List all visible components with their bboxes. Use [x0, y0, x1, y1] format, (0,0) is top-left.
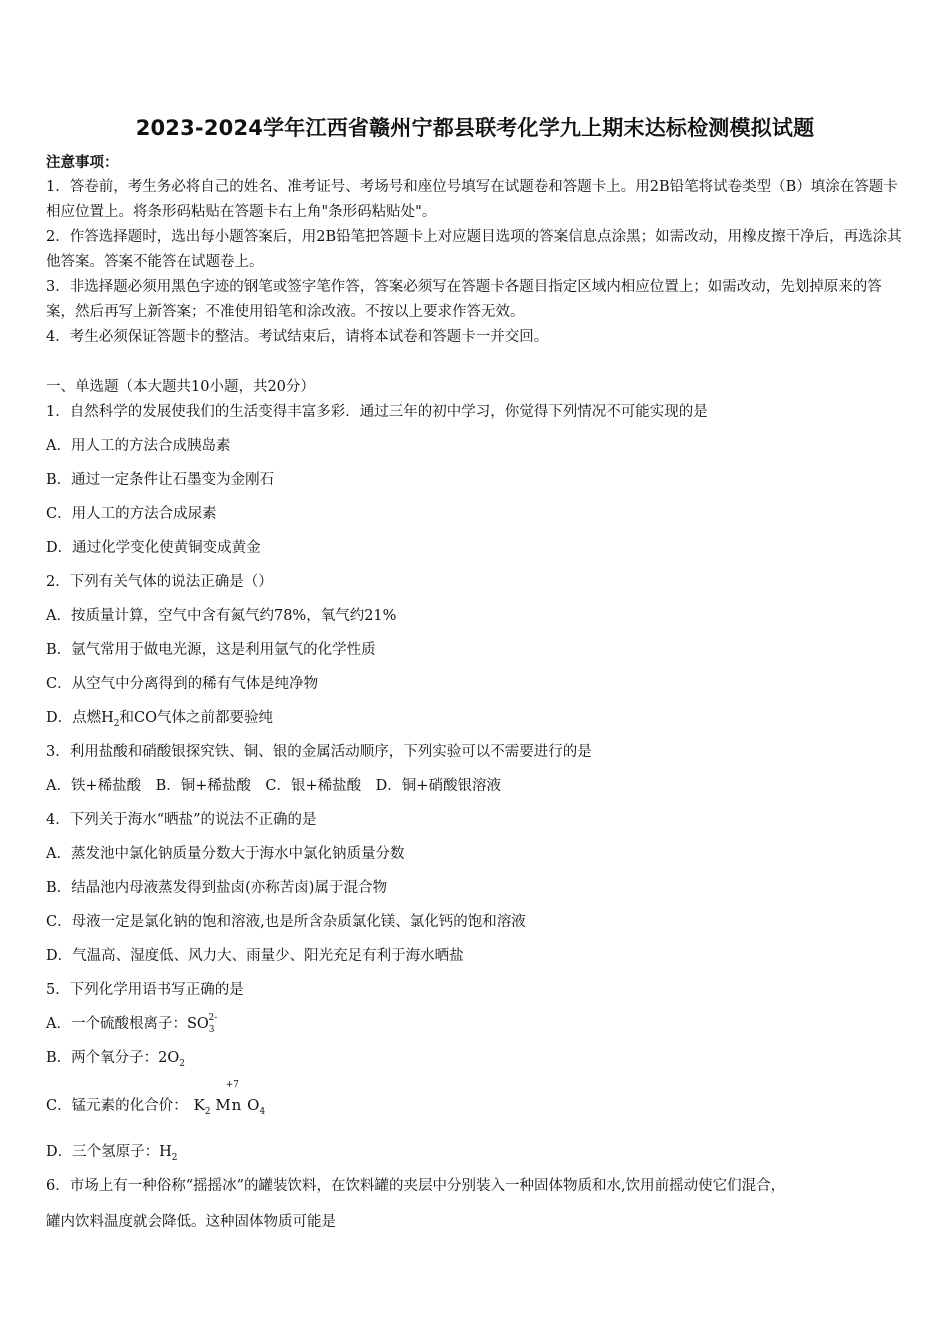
valence-formula	[193, 1080, 266, 1117]
formula-o-subscript: 4	[259, 1107, 266, 1117]
q5-option-c	[46, 1080, 916, 1117]
q2-option-c: C．从空气中分离得到的稀有气体是纯净物	[46, 676, 319, 692]
q2-d-subscript: 2	[113, 718, 120, 729]
exam-title: 2023-2024学年江西省赣州宁都县联考化学九上期末达标检测模拟试题	[135, 116, 815, 140]
q1-option-c: C．用人工的方法合成尿素	[46, 506, 217, 522]
valence-mark: +7	[225, 1080, 239, 1090]
q2-stem: 2．下列有关气体的说法正确是（）	[46, 574, 273, 590]
q2-option-a: A．按质量计算，空气中含有氮气约78%，氧气约21%	[46, 608, 397, 624]
q3-options: A．铁+稀盐酸 B．铜+稀盐酸 C．银+稀盐酸 D．铜+硝酸银溶液	[46, 778, 501, 794]
q5-b-subscript: 2	[179, 1058, 186, 1069]
q1-option-a: A．用人工的方法合成胰岛素	[46, 438, 231, 454]
q5-option-b	[46, 1046, 916, 1069]
q2-d-text: D．点燃H	[46, 710, 114, 726]
note-item: 2．作答选择题时，选出每小题答案后，用2B铅笔把答题卡上对应题目选项的答案信息点涂黑；如需改动，用橡皮擦干净后，再选涂其他答案。答案不能答在试题卷上。	[46, 229, 902, 270]
formula-o: O	[247, 1096, 260, 1114]
q5-a-subscript: 3	[208, 1024, 215, 1035]
q3-stem: 3．利用盐酸和硝酸银探究铁、铜、银的金属活动顺序，下列实验可以不需要进行的是	[46, 744, 592, 760]
q4-stem: 4．下列关于海水“晒盐”的说法不正确的是	[46, 812, 317, 828]
q2-d-text-tail: 和CO气体之前都要验纯	[119, 710, 273, 726]
q5-a-superscript: 2-	[208, 1013, 218, 1024]
q5-stem: 5．下列化学用语书写正确的是	[46, 982, 244, 998]
notes-heading: 注意事项：	[46, 154, 119, 171]
q6-stem-line1: 6．市场上有一种俗称“摇摇冰”的罐装饮料，在饮料罐的夹层中分别装入一种固体物质和水,饮用前摇动使它们混合，	[46, 1178, 786, 1194]
q5-d-text: D．三个氢原子：H	[46, 1144, 172, 1160]
note-item: 1．答卷前，考生务必将自己的姓名、准考证号、考场号和座位号填写在试题卷和答题卡上。用2B铅笔将试卷类型（B）填涂在答题卡相应位置上。将条形码粘贴在答题卡右上角"条形码粘贴处"。	[46, 179, 898, 220]
q4-option-d: D．气温高、湿度低、风力大、雨量少、阳光充足有利于海水晒盐	[46, 948, 464, 964]
notes-block	[46, 150, 908, 350]
section-heading: 一、单选题（本大题共10小题，共20分）	[46, 379, 315, 395]
q5-c-text: C．锰元素的化合价：	[46, 1098, 188, 1114]
q4-option-c: C．母液一定是氯化钠的饱和溶液,也是所含杂质氯化镁、氯化钙的饱和溶液	[46, 914, 526, 930]
q2-option-b: B．氩气常用于做电光源，这是利用氩气的化学性质	[46, 642, 376, 658]
formula-k: K	[193, 1096, 205, 1114]
q4-option-b: B．结晶池内母液蒸发得到盐卤(亦称苦卤)属于混合物	[46, 880, 387, 896]
q1-option-b: B．通过一定条件让石墨变为金刚石	[46, 472, 275, 488]
note-item: 3．非选择题必须用黑色字迹的钢笔或签字笔作答，答案必须写在答题卡各题目指定区域内相应位置上；如需改动，先划掉原来的答案，然后再写上新答案；不准使用铅笔和涂改液。不按以上要求作答无效。	[46, 279, 882, 320]
q2-option-d	[46, 706, 916, 729]
q1-stem: 1．自然科学的发展使我们的生活变得丰富多彩．通过三年的初中学习，你觉得下列情况不可能实现的是	[46, 404, 708, 420]
formula-k-subscript: 2	[204, 1107, 211, 1117]
q1-option-d: D．通过化学变化使黄铜变成黄金	[46, 540, 261, 556]
note-item: 4．考生必须保证答题卡的整洁。考试结束后，请将本试卷和答题卡一并交回。	[46, 329, 549, 345]
q6-stem-line2: 罐内饮料温度就会降低。这种固体物质可能是	[46, 1214, 336, 1230]
formula-mn: Mn	[215, 1096, 243, 1114]
q4-option-a: A．蒸发池中氯化钠质量分数大于海水中氯化钠质量分数	[46, 846, 405, 862]
q5-option-d	[46, 1140, 916, 1163]
q5-a-text: A．一个硫酸根离子：SO	[46, 1016, 209, 1032]
q5-d-subscript: 2	[171, 1152, 178, 1163]
q5-option-a	[46, 1012, 916, 1035]
q5-b-text: B．两个氧分子：2O	[46, 1050, 180, 1066]
